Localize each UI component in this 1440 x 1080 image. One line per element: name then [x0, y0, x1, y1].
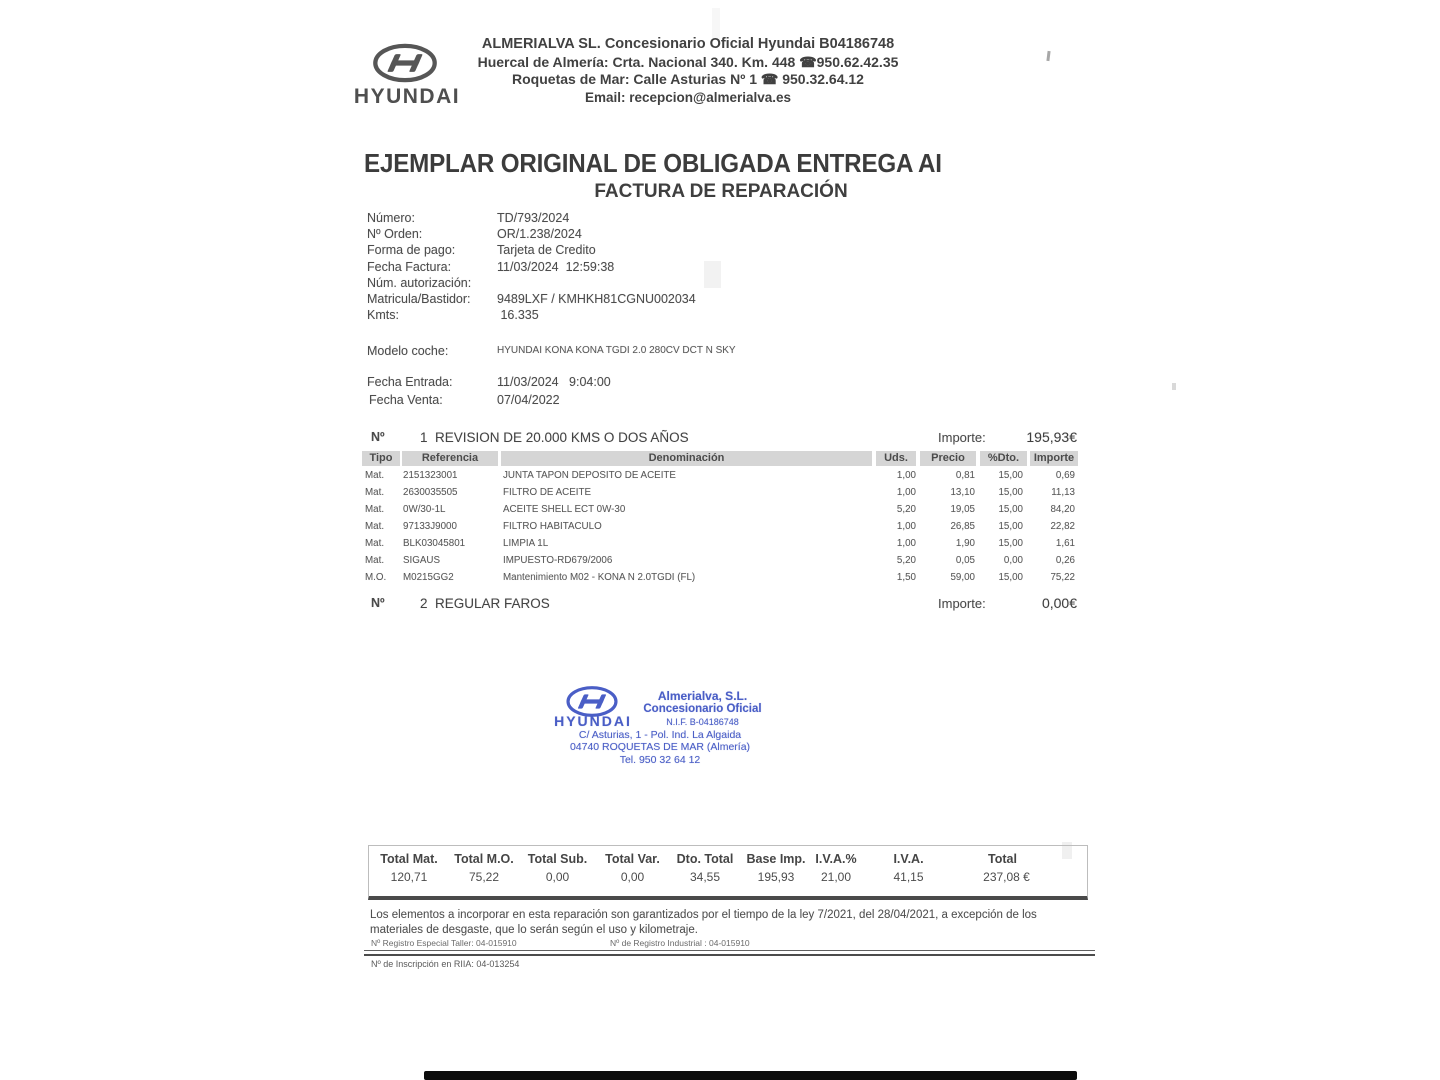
- total-value: 34,55: [689, 870, 721, 884]
- total-header: Base Imp.: [746, 852, 806, 866]
- table-row: [0, 504, 1440, 517]
- cell-denominacion: Mantenimiento M02 - KONA N 2.0TGDI (FL): [503, 572, 696, 583]
- cell-tipo: Mat.: [365, 521, 385, 532]
- section2-no: Nº: [371, 596, 385, 610]
- table-row: [0, 470, 1440, 483]
- field-value-fecha-venta: 07/04/2022: [497, 393, 560, 407]
- registry-taller: Nº Registro Especial Taller: 04-015910: [371, 938, 517, 948]
- table-row: [0, 572, 1440, 585]
- dealer-header: [468, 36, 908, 106]
- scan-smudge: [704, 261, 721, 288]
- total-col-sub: [519, 846, 596, 896]
- section1-title: 1 REVISION DE 20.000 KMS O DOS AÑOS: [420, 430, 689, 445]
- table-row: [0, 538, 1440, 551]
- totals-table: [368, 845, 1088, 900]
- cell-importe: 75,22: [1050, 572, 1075, 583]
- table-row: [0, 487, 1440, 500]
- document-subtitle: FACTURA DE REPARACIÓN: [594, 181, 848, 202]
- total-col-iva: [861, 846, 956, 896]
- cell-precio: 26,85: [950, 521, 975, 532]
- stamp-address-2: 04740 ROQUETAS DE MAR (Almería): [569, 741, 751, 753]
- cell-precio: 59,00: [950, 572, 975, 583]
- total-col-total: [956, 846, 1087, 896]
- cell-precio: 19,05: [950, 504, 975, 515]
- cell-tipo: Mat.: [365, 555, 385, 566]
- total-header: Total Mat.: [380, 852, 438, 866]
- total-col-dto: [669, 846, 741, 896]
- cell-uds: 1,50: [896, 572, 916, 583]
- total-value: 0,00: [545, 870, 570, 884]
- section2-importe-value: 0,00€: [1041, 595, 1077, 611]
- field-value-orden: OR/1.238/2024: [497, 227, 582, 241]
- scan-bottom-bar: [424, 1071, 1077, 1080]
- col-header-denominacion: Denominación: [501, 451, 872, 466]
- total-col-mat: [369, 846, 449, 896]
- field-label-modelo: Modelo coche:: [367, 344, 449, 358]
- col-header-uds: Uds.: [876, 451, 916, 466]
- stamp-company: Almerialva, S.L.: [657, 689, 748, 703]
- document-title: EJEMPLAR ORIGINAL DE OBLIGADA ENTREGA AI: [364, 148, 942, 178]
- section2-importe-label: Importe:: [938, 596, 986, 611]
- footer-divider: [364, 950, 1095, 956]
- section1-no: Nº: [371, 430, 385, 444]
- cell-uds: 1,00: [896, 487, 916, 498]
- cell-tipo: Mat.: [365, 470, 385, 481]
- scan-speck: [1172, 383, 1176, 390]
- stamp-nif: N.I.F. B-04186748: [666, 717, 739, 727]
- field-value-fecha-factura: 11/03/2024 12:59:38: [497, 260, 615, 274]
- cell-importe: 0,69: [1055, 470, 1075, 481]
- col-header-importe: Importe: [1030, 451, 1078, 466]
- field-label-kmts: Kmts:: [367, 308, 399, 322]
- cell-dto: 15,00: [998, 538, 1023, 549]
- field-value-kmts: 16.335: [497, 308, 539, 322]
- table-row: [0, 555, 1440, 568]
- field-label-matricula: Matricula/Bastidor:: [367, 292, 471, 306]
- cell-referencia: 97133J9000: [403, 521, 457, 532]
- table-row: [0, 521, 1440, 534]
- field-value-numero: TD/793/2024: [497, 211, 570, 225]
- total-value: 237,08 €: [983, 870, 1030, 884]
- cell-referencia: 0W/30-1L: [403, 504, 446, 515]
- cell-denominacion: FILTRO HABITACULO: [503, 521, 602, 532]
- cell-importe: 0,26: [1055, 555, 1075, 566]
- col-header-dto: %Dto.: [980, 451, 1027, 466]
- cell-uds: 5,20: [896, 555, 916, 566]
- section1-importe-value: 195,93€: [1026, 429, 1077, 445]
- scan-speck: [1046, 51, 1050, 61]
- warranty-text: Los elementos a incorporar en esta reparación son garantizados por el tiempo de la ley 7/2021, del 28/04/2021, a excepción de los materiales de desgaste, que lo serán según el uso y kilometraje.: [370, 909, 1037, 936]
- total-value: 41,15: [893, 870, 924, 884]
- hyundai-wordmark: HYUNDAI: [353, 85, 461, 108]
- field-label-fecha-factura: Fecha Factura:: [367, 260, 452, 274]
- cell-dto: 15,00: [998, 470, 1023, 481]
- hyundai-logo-icon: [372, 42, 438, 84]
- cell-precio: 13,10: [950, 487, 975, 498]
- cell-importe: 11,13: [1051, 487, 1075, 498]
- registry-riia: Nº de Inscripción en RIIA: 04-013254: [371, 959, 520, 969]
- cell-dto: 15,00: [998, 504, 1023, 515]
- field-label-autorizacion: Núm. autorización:: [367, 276, 472, 290]
- field-value-pago: Tarjeta de Credito: [497, 243, 596, 257]
- cell-tipo: Mat.: [365, 504, 385, 515]
- total-value: 195,93: [757, 870, 795, 884]
- cell-uds: 5,20: [896, 504, 916, 515]
- field-value-fecha-entrada: 11/03/2024 9:04:00: [497, 375, 611, 389]
- stamp-subtitle: Concesionario Oficial: [643, 703, 762, 715]
- stamp-phone: Tel. 950 32 64 12: [619, 754, 701, 766]
- cell-importe: 84,20: [1050, 504, 1075, 515]
- cell-tipo: Mat.: [365, 487, 385, 498]
- total-header: I.V.A.%: [815, 852, 857, 866]
- total-header: Total M.O.: [454, 852, 514, 866]
- cell-dto: 15,00: [998, 572, 1023, 583]
- total-header: Total Sub.: [527, 852, 588, 866]
- dealer-stamp: [545, 682, 775, 777]
- field-value-modelo: HYUNDAI KONA KONA TGDI 2.0 280CV DCT N SKY: [497, 345, 736, 356]
- cell-denominacion: FILTRO DE ACEITE: [503, 487, 592, 498]
- cell-precio: 1,90: [955, 538, 975, 549]
- field-label-numero: Número:: [367, 211, 415, 225]
- cell-referencia: 2630035505: [403, 487, 458, 498]
- col-header-tipo: Tipo: [362, 451, 400, 466]
- total-value: 75,22: [468, 870, 500, 884]
- cell-referencia: BLK03045801: [403, 538, 466, 549]
- total-header: I.V.A.: [893, 852, 924, 866]
- total-value: 0,00: [620, 870, 645, 884]
- total-value: 120,71: [390, 870, 428, 884]
- col-header-referencia: Referencia: [402, 451, 498, 466]
- field-label-fecha-entrada: Fecha Entrada:: [367, 375, 453, 389]
- section1-importe-label: Importe:: [938, 430, 986, 445]
- cell-dto: 0,00: [1003, 555, 1023, 566]
- cell-denominacion: LIMPIA 1L: [503, 538, 549, 549]
- total-value: 21,00: [820, 870, 852, 884]
- total-col-mo: [449, 846, 519, 896]
- field-label-pago: Forma de pago:: [367, 243, 456, 257]
- field-label-orden: Nº Orden:: [367, 227, 423, 241]
- cell-referencia: M0215GG2: [403, 572, 454, 583]
- cell-uds: 1,00: [896, 521, 916, 532]
- section2-title: 2 REGULAR FAROS: [420, 596, 550, 611]
- total-header: Total: [988, 852, 1017, 866]
- cell-tipo: M.O.: [365, 572, 387, 583]
- dealer-email-line: Email: recepcion@almerialva.es: [584, 89, 792, 105]
- stamp-address-1: C/ Asturias, 1 - Pol. Ind. La Algaida: [578, 729, 742, 741]
- col-header-precio: Precio: [920, 451, 976, 466]
- stamp-wordmark: HYUNDAI: [554, 713, 632, 729]
- cell-referencia: SIGAUS: [403, 555, 441, 566]
- total-col-var: [596, 846, 669, 896]
- cell-dto: 15,00: [998, 521, 1023, 532]
- total-header: Dto. Total: [676, 852, 734, 866]
- cell-denominacion: IMPUESTO-RD679/2006: [503, 555, 613, 566]
- total-header: Total Var.: [605, 852, 660, 866]
- cell-importe: 1,61: [1055, 538, 1075, 549]
- cell-denominacion: ACEITE SHELL ECT 0W-30: [503, 504, 626, 515]
- registry-industrial: Nº de Registro Industrial : 04-015910: [610, 938, 750, 948]
- cell-uds: 1,00: [896, 470, 916, 481]
- cell-referencia: 2151323001: [403, 470, 458, 481]
- field-label-fecha-venta: Fecha Venta:: [369, 393, 443, 407]
- total-col-base: [741, 846, 811, 896]
- cell-importe: 22,82: [1050, 521, 1075, 532]
- total-col-ivapct: [811, 846, 861, 896]
- dealer-address-line-1: Huercal de Almería: Crta. Nacional 340. Km. 448 ☎950.62.42.35: [477, 53, 899, 70]
- field-value-matricula: 9489LXF / KMHKH81CGNU002034: [497, 292, 696, 306]
- cell-precio: 0,81: [955, 470, 975, 481]
- cell-uds: 1,00: [896, 538, 916, 549]
- dealer-name-line: ALMERIALVA SL. Concesionario Oficial Hyundai B04186748: [481, 36, 895, 52]
- cell-tipo: Mat.: [365, 538, 385, 549]
- cell-precio: 0,05: [955, 555, 975, 566]
- cell-dto: 15,00: [998, 487, 1023, 498]
- dealer-address-line-2: Roquetas de Mar: Calle Asturias Nº 1 ☎ 950.32.64.12: [512, 71, 864, 87]
- cell-denominacion: JUNTA TAPON DEPOSITO DE ACEITE: [503, 470, 676, 481]
